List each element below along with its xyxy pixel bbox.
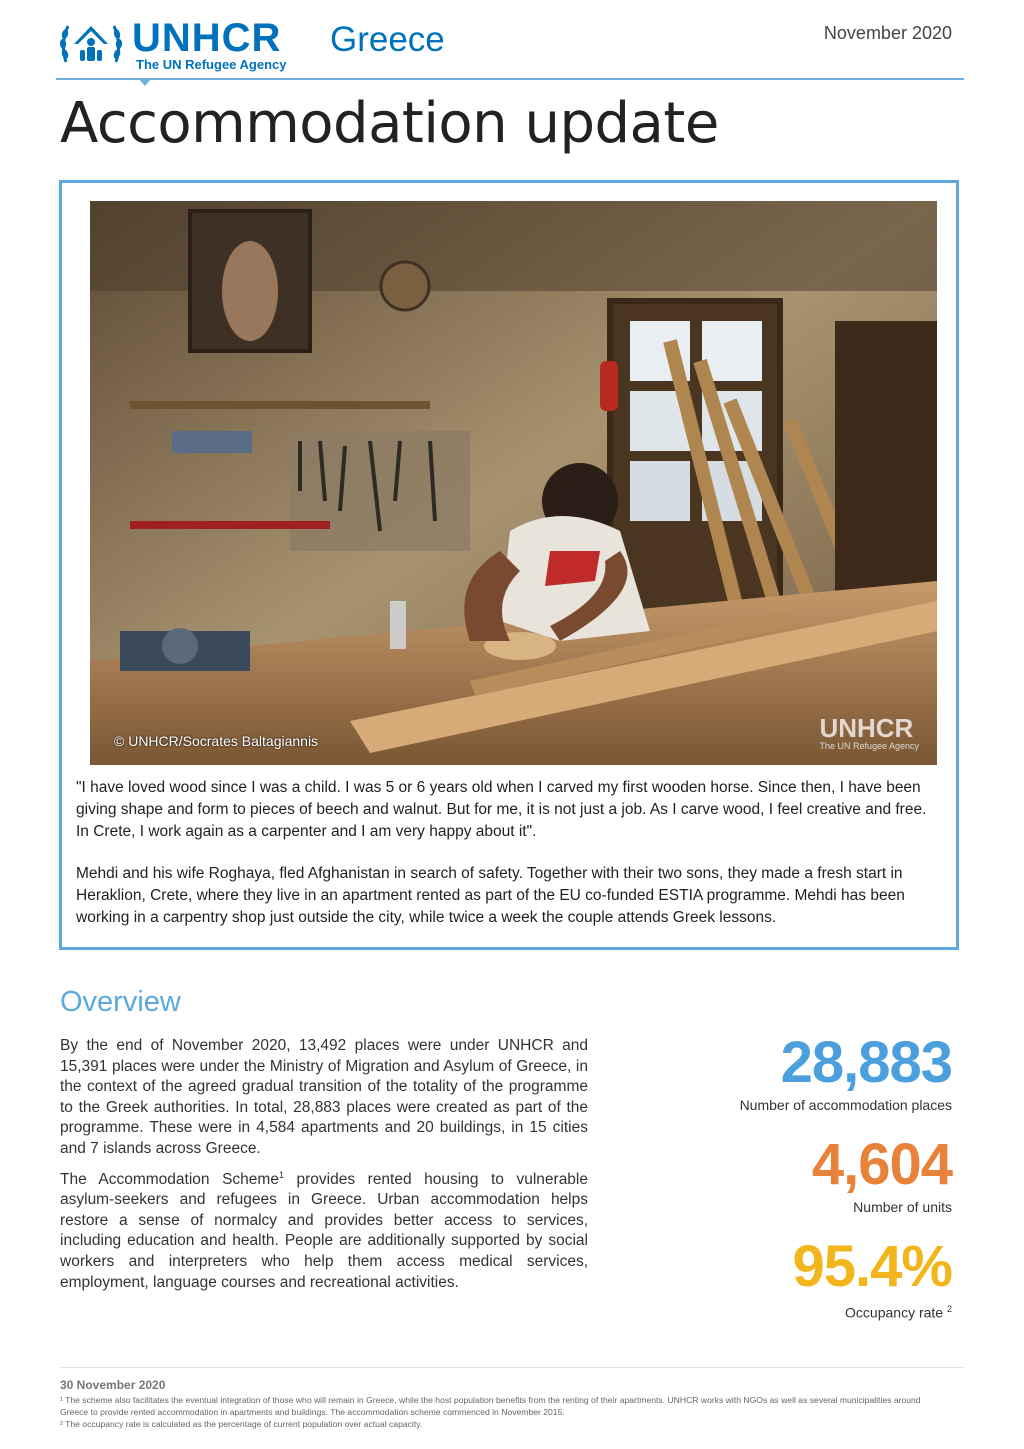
footnote-1: ¹ The scheme also facilitates the eventual integration of those who will remain in Greece, while the host population benefits from the renting of their apartments. UNHCR works with NGOs as well as several municipalities around Greece to provide rented accommodation in apartments and buildings. The accommodation scheme commenced in November 2015. bbox=[60, 1395, 921, 1417]
stat-value: 95.4% bbox=[792, 1234, 952, 1299]
photo-watermark-brand: UNHCR bbox=[819, 713, 914, 743]
stat-value: 4,604 bbox=[811, 1132, 952, 1197]
footnote-2: ² The occupancy rate is calculated as the percentage of current population over actual capacity. bbox=[60, 1419, 423, 1429]
overview-paragraph-2-rest: provides rented housing to vulnerable asylum-seekers and refugees in Greece. Urban accommodation helps restore a sense of normalcy and provides better access to services, including education and health. People are additionally supported by social workers and interpreters who help them access medical services, employment, language courses and recreational activities. bbox=[60, 1170, 588, 1291]
overview-paragraph-2 bbox=[60, 1170, 588, 1294]
overview-paragraph-2-start: The Accommodation Scheme bbox=[60, 1170, 279, 1188]
stat-value: 28,883 bbox=[780, 1030, 952, 1095]
stat-label bbox=[612, 1198, 952, 1216]
refugee-quote: "I have loved wood since I was a child. I was 5 or 6 years old when I carved my first wooden horse. Since then, I have been giving shape and form to pieces of beech and walnut. But for me, it is not just a job. As I carve wood, I feel creative and free. In Crete, I work again as a carpenter and I am very happy about it". bbox=[76, 779, 927, 840]
photo-illustration bbox=[90, 201, 937, 765]
brand-name: UNHCR bbox=[132, 16, 282, 60]
footer-date: 30 November 2020 bbox=[60, 1378, 166, 1392]
brand-tagline: The UN Refugee Agency bbox=[136, 57, 287, 72]
report-date: November 2020 bbox=[823, 23, 952, 43]
carpentry-workshop-photo bbox=[90, 201, 937, 765]
footnote-marker-2: 2 bbox=[946, 1304, 952, 1314]
stat-accommodation-places bbox=[612, 1030, 952, 1114]
stat-label-text: Occupancy rate bbox=[845, 1304, 944, 1321]
footnote-marker-1: 1 bbox=[278, 1169, 284, 1180]
story-box bbox=[59, 180, 959, 950]
footnotes bbox=[60, 1394, 940, 1430]
stat-label bbox=[612, 1096, 952, 1114]
stat-label-text: Number of accommodation places bbox=[739, 1097, 952, 1113]
overview-paragraph-1: By the end of November 2020, 13,492 places were under UNHCR and 15,391 places were under the Ministry of Migration and Asylum of Greece, in the context of the agreed gradual transition of the totality of the programme to the Greek authorities. In total, 28,883 places were created as part of the programme. These were in 4,584 apartments and 20 buildings, in 15 cities and 7 islands across Greece. bbox=[60, 1037, 588, 1157]
stat-label-text: Number of units bbox=[853, 1199, 952, 1215]
stat-units bbox=[612, 1132, 952, 1216]
overview-text bbox=[60, 1036, 588, 1303]
header-divider bbox=[56, 78, 964, 80]
unhcr-emblem-icon bbox=[56, 14, 126, 74]
country-name: Greece bbox=[330, 20, 445, 59]
footer-divider bbox=[60, 1367, 964, 1368]
header-divider-notch bbox=[138, 78, 152, 86]
stat-label bbox=[612, 1300, 952, 1322]
key-figures bbox=[612, 1030, 952, 1340]
overview-heading: Overview bbox=[60, 986, 181, 1018]
story-paragraph: Mehdi and his wife Roghaya, fled Afghanistan in search of safety. Together with their two sons, they made a fresh start in Heraklion, Crete, where they live in an apartment rented as part of the EU co-funded ESTIA programme. Mehdi has been working in a carpentry shop just outside the city, while twice a week the couple attends Greek lessons. bbox=[76, 865, 905, 926]
photo-watermark-tagline: The UN Refugee Agency bbox=[819, 741, 919, 751]
page-title: Accommodation update bbox=[60, 91, 719, 156]
page-header bbox=[56, 10, 964, 94]
stat-occupancy-rate bbox=[612, 1234, 952, 1322]
photo-credit: © UNHCR/Socrates Baltagiannis bbox=[114, 733, 319, 749]
photo-watermark bbox=[819, 715, 919, 751]
